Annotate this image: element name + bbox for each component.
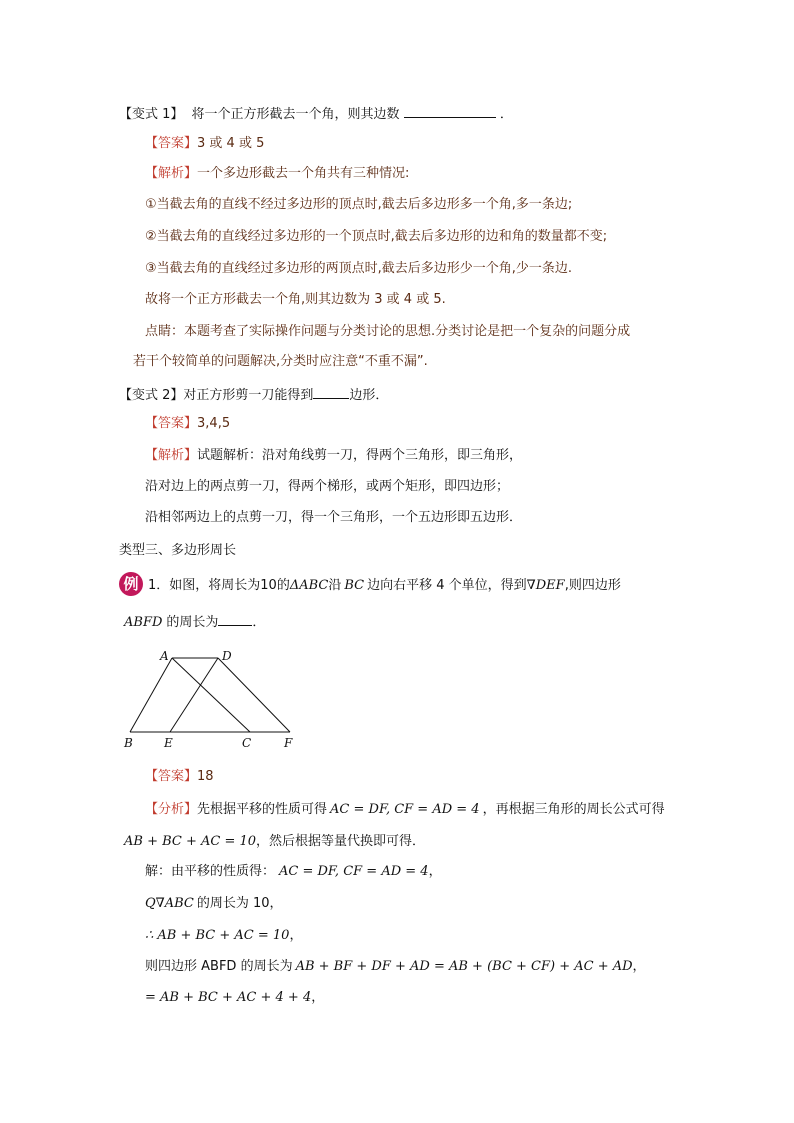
variant2-line2: 沿对边上的两点剪一刀，得两个梯形，或两个矩形，即四边形； [145, 479, 510, 494]
section-heading: 类型三、多边形周长 [119, 543, 237, 558]
variant2-answer: 【答案】3,4,5 [145, 416, 231, 431]
answer-blank [404, 103, 496, 118]
variant1-comment-1: 点睛：本题考查了实际操作问题与分类讨论的思想.分类讨论是把一个复杂的问题分成 [145, 324, 631, 339]
variant1-tag: 【变式 1】 [119, 107, 184, 122]
label-D: D [222, 649, 232, 663]
translation-figure [120, 644, 300, 754]
answer-blank [218, 611, 252, 626]
label-F: F [284, 736, 293, 750]
variant1-conclusion: 故将一个正方形截去一个角,则其边数为 3 或 4 或 5. [145, 292, 446, 307]
label-B: B [124, 736, 133, 750]
example-question-line1: 1．如图，将周长为10的ΔABC沿 BC 边向右平移 4 个单位，得到∇DEF,则四边形 [148, 578, 621, 593]
variant1-answer: 【答案】3 或 4 或 5 [145, 136, 265, 151]
solution-step2: Q∇ABC 的周长为 10， [145, 896, 283, 911]
example-question-line2: ABFD 的周长为 ． [124, 611, 265, 633]
label-C: C [242, 736, 252, 750]
solution-step3: ∴ AB + BC + AC = 10， [145, 928, 303, 943]
example-answer: 【答案】18 [145, 769, 214, 784]
solution-step4: 则四边形 ABFD 的周长为 AB + BF + DF + AD = AB + (BC + CF) + AC + AD， [145, 959, 646, 974]
variant1-case3: ③当截去角的直线经过多边形的两顶点时,截去后多边形少一个角,少一条边. [145, 261, 573, 276]
example-analysis-line2: AB + BC + AC = 10，然后根据等量代换即可得． [124, 834, 426, 849]
variant1-question-line: 【变式 1】 将一个正方形截去一个角，则其边数 ． [119, 103, 513, 125]
example-badge: 例 [119, 572, 143, 596]
solution-step1: 解：由平移的性质得： AC = DF, CF = AD = 4， [145, 864, 442, 879]
example-analysis: 【分析】先根据平移的性质可得 AC = DF, CF = AD = 4 ，再根据三角形的周长公式可得 [145, 802, 665, 817]
solution-step5: = AB + BC + AC + 4 + 4， [145, 990, 325, 1005]
variant1-comment-2: 若干个较简单的问题解决,分类时应注意“不重不漏”. [133, 354, 428, 369]
variant2-tag: 【变式 2】 [119, 388, 184, 403]
variant1-case1: ①当截去角的直线不经过多边形的顶点时,截去后多边形多一个角,多一条边; [145, 197, 573, 212]
variant2-question-line: 【变式 2】对正方形剪一刀能得到 边形． [119, 384, 388, 406]
segment-DF [218, 658, 290, 732]
label-A: A [160, 649, 169, 663]
segment-AB [130, 658, 172, 732]
answer-blank [313, 384, 349, 399]
variant2-line3: 沿相邻两边上的点剪一刀，得一个三角形，一个五边形即五边形． [145, 510, 523, 525]
variant2-analysis: 【解析】试题解析：沿对角线剪一刀，得两个三角形，即三角形， [145, 448, 523, 463]
variant1-analysis: 【解析】一个多边形截去一个角共有三种情况: [145, 166, 410, 181]
variant1-case2: ②当截去角的直线经过多边形的一个顶点时,截去后多边形的边和角的数量都不变; [145, 229, 608, 244]
label-E: E [164, 736, 173, 750]
variant1-question: 将一个正方形截去一个角，则其边数 [191, 107, 400, 122]
